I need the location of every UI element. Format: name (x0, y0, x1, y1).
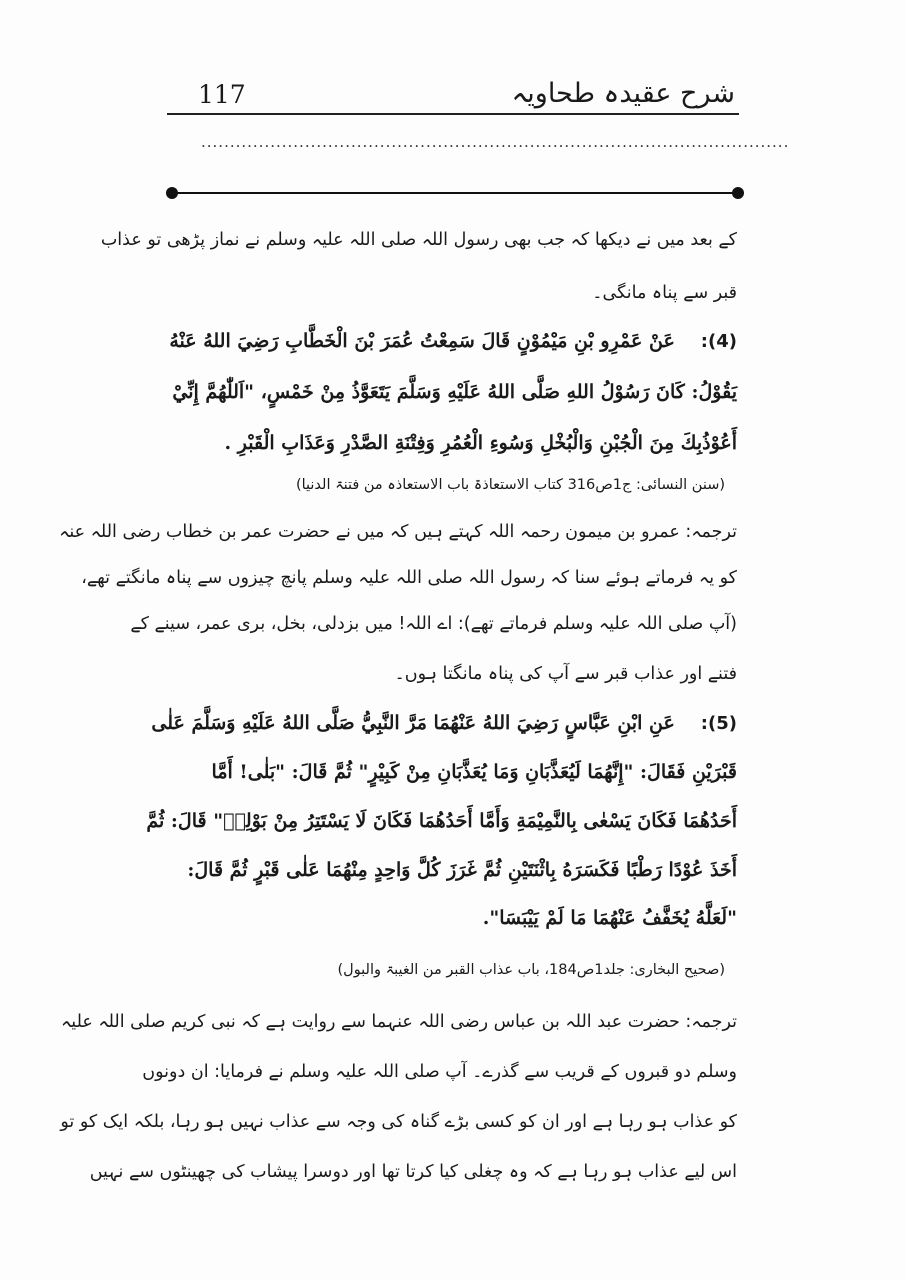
arabic-hadith-line: أَعُوْذُبِكَ مِنَ الْجُبْنِ وَالْبُخْلِ وَسُوءِ الْعُمُرِ وَفِتْنَةِ الصَّدْرِ وَعَذَابِ الْقَبْرِ . (224, 432, 737, 454)
hadith-reference: (سنن النسائی: ج1ص316 کتاب الاستعاذۃ باب الاستعاذہ من فتنۃ الدنیا) (295, 477, 725, 493)
arabic-hadith-line (167, 330, 737, 352)
text-line: قبر سے پناہ مانگی۔ (592, 283, 737, 303)
text-line: کے بعد میں نے دیکھا کہ جب بھی رسول اللہ صلی اللہ علیہ وسلم نے نماز پڑھی تو عذاب (100, 230, 737, 250)
translation-line: (آپ صلی اللہ علیہ وسلم فرماتے تھے): اے اللہ! میں بزدلی، بخل، بری عمر، سینے کے (130, 614, 737, 634)
running-title: شرح عقیدہ طحاویہ (511, 78, 735, 109)
hadith-number: (5): (700, 713, 737, 734)
arabic-hadith-line (151, 712, 737, 734)
translation-line: ترجمہ: عمرو بن میمون رحمہ اللہ کہتے ہیں کہ میں نے حضرت عمر بن خطاب رضی اللہ عنہ (59, 522, 737, 542)
arabic-hadith-line: قَبْرَيْنِ فَقَالَ: "إِنَّهُمَا لَيُعَذَّبَانِ وَمَا يُعَذَّبَانِ مِنْ كَبِيْرٍ" ثُمَّ قَالَ: "بَلٰى! أَمَّا (211, 761, 737, 783)
section-separator (174, 192, 736, 194)
hadith-number: (4): (700, 331, 737, 352)
arabic-hadith-line: أَحَدُهُمَا فَكَانَ يَسْعٰى بِالنَّمِيْمَةِ وَأَمَّا أَحَدُهُمَا فَكَانَ لَا يَسْتَتِرُ مِنْ بَوْلِهٖ" قَالَ: ثُمَّ (146, 810, 737, 832)
arabic-hadith-line: أَخَذَ عُوْدًا رَطْبًا فَكَسَرَهُ بِاثْنَتَيْنِ ثُمَّ غَرَزَ كُلَّ وَاحِدٍ مِنْهُمَا عَلٰى قَبْرٍ ثُمَّ قَالَ: (187, 859, 737, 881)
translation-line: اس لیے عذاب ہو رہا ہے کہ وہ چغلی کیا کرتا تھا اور دوسرا پیشاب کی چھینٹوں سے نہیں (89, 1162, 737, 1182)
translation-line: ترجمہ: حضرت عبد اللہ بن عباس رضی اللہ عنہما سے روایت ہے کہ نبی کریم صلی اللہ علیہ (61, 1012, 737, 1032)
translation-line: کو عذاب ہو رہا ہے اور ان کو کسی بڑے گناہ کی وجہ سے عذاب نہیں ہو رہا، بلکہ ایک کو تو (60, 1112, 737, 1132)
arabic-text: عَنْ عَمْرِو بْنِ مَيْمُوْنٍ قَالَ سَمِعْتُ عُمَرَ بْنَ الْخَطَّابِ رَضِيَ اللهُ عَنْهُ (169, 330, 675, 352)
arabic-hadith-line: يَقُوْلُ: كَانَ رَسُوْلُ اللهِ صَلَّى اللهُ عَلَيْهِ وَسَلَّمَ يَتَعَوَّذُ مِنْ خَمْسٍ، "اَللّٰهُمَّ إِنِّيْ (172, 381, 737, 403)
page-number: 117 (198, 80, 246, 109)
dotted-separator: ...................................................................................................... (201, 133, 790, 151)
arabic-hadith-line: "لَعَلَّهُ يُخَفَّفُ عَنْهُمَا مَا لَمْ يَيْبَسَا". (482, 907, 737, 929)
translation-line: فتنے اور عذاب قبر سے آپ کی پناہ مانگتا ہوں۔ (394, 664, 737, 684)
hadith-reference: (صحیح البخاری: جلد1ص184، باب عذاب القبر من الغیبۃ والبول) (337, 962, 725, 978)
separator-right-dot (732, 187, 744, 199)
translation-line: وسلم دو قبروں کے قریب سے گذرے۔ آپ صلی اللہ علیہ وسلم نے فرمایا: ان دونوں (142, 1062, 737, 1082)
header-rule (167, 113, 739, 115)
translation-line: کو یہ فرماتے ہوئے سنا کہ رسول اللہ صلی اللہ علیہ وسلم پانچ چیزوں سے پناہ مانگتے تھے، (81, 568, 737, 588)
arabic-text: عَنِ ابْنِ عَبَّاسٍ رَضِيَ اللهُ عَنْهُمَا مَرَّ النَّبِيُّ صَلَّى اللهُ عَلَيْهِ وَسَلَّمَ عَلٰى (151, 712, 675, 734)
